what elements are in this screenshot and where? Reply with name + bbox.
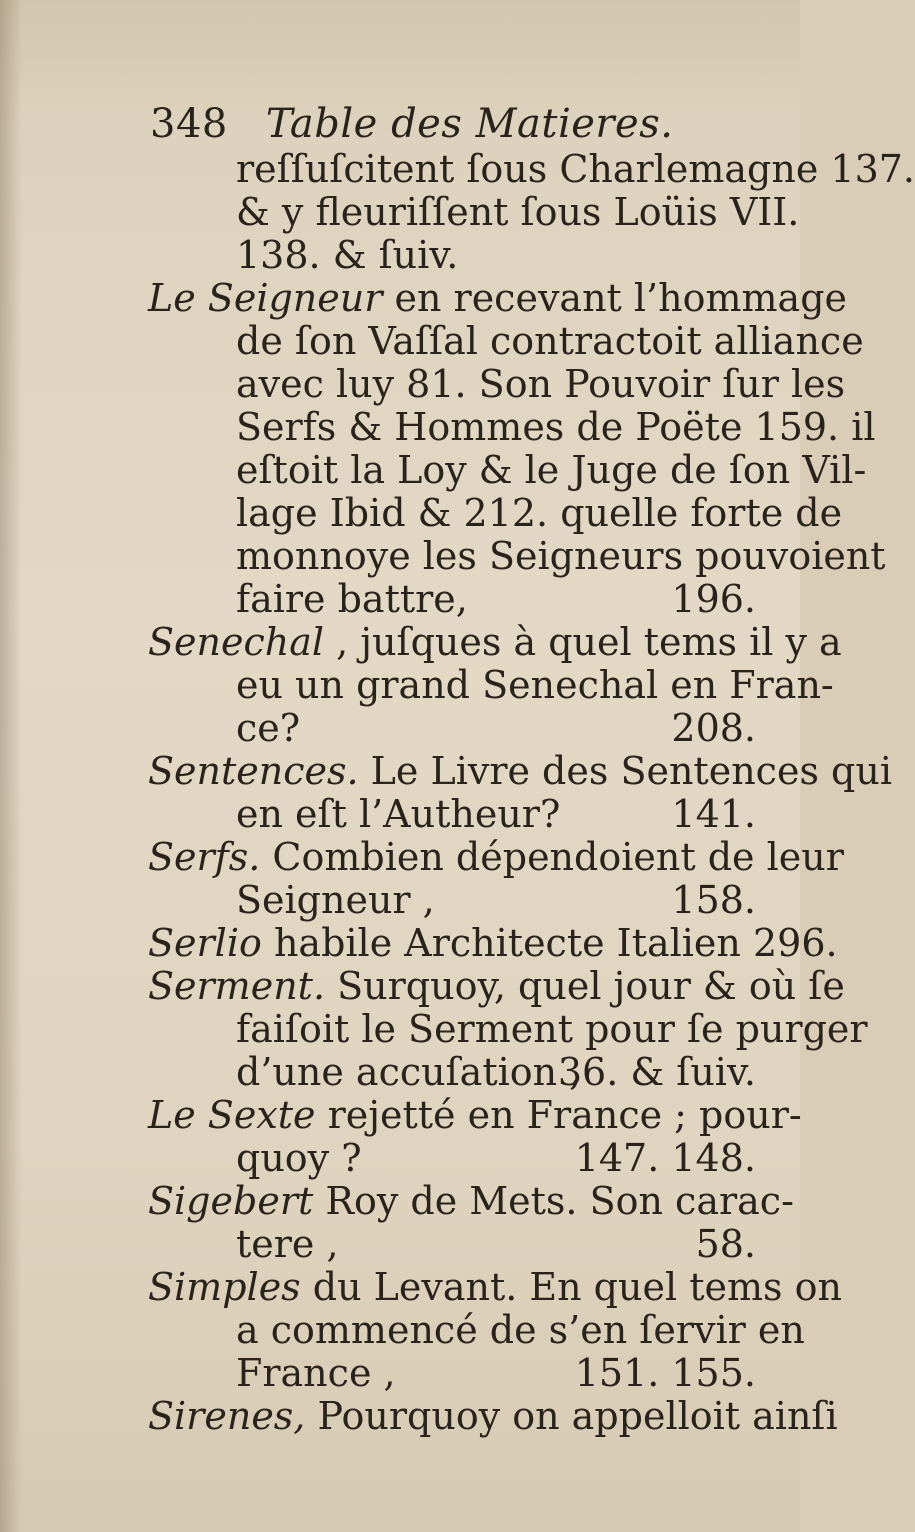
entry-text: rejetté en France ; pour- [315,1093,802,1137]
entry-text: France , [236,1351,396,1395]
index-line [190,1007,868,1051]
index-line [190,663,834,707]
entry-text: de ſon Vaſſal contractoit alliance [236,319,864,363]
entry-text: lage Ibid & 212. quelle forte de [236,491,843,535]
entry-text: eu un grand Senechal en Fran- [236,663,834,707]
entry-text: avec luy 81. Son Pouvoir ſur les [236,362,846,406]
entry-text: tere , [236,1222,339,1266]
entry-text: Surquoy, quel jour & où ſe [325,964,845,1008]
page-reference: 147. 148. [574,1136,756,1180]
entry-text: , juſques à quel tems il y a [324,620,842,664]
index-line [148,620,842,664]
entry-heading: Senechal [148,620,325,664]
entry-text: en eſt l’Autheur? [236,792,561,836]
entry-heading: Serlio [148,921,262,965]
page-edge-shadow [0,0,22,1532]
entry-heading: Serment. [148,964,326,1008]
page-reference: 151. 155. [574,1351,756,1395]
entry-text: d’une accuſation , [236,1050,582,1094]
entry-heading: Le Sexte [148,1093,316,1137]
index-line [190,190,800,234]
entry-text: eſtoit la Loy & le Juge de ſon Vil- [236,448,867,492]
index-line [190,234,790,277]
entry-heading: Sirenes, [148,1394,306,1438]
page-number: 348 [150,101,228,147]
index-line [148,964,845,1008]
index-line [148,749,892,793]
running-header [150,101,673,147]
entry-text: Serfs & Hommes de Poëte 159. il [236,405,876,449]
entry-text: 138. & ſuiv. [236,233,459,277]
index-line [190,879,790,922]
index-line [190,1137,790,1180]
entry-text: Seigneur , [236,878,435,922]
entry-text: monnoye les Seigneurs pouvoient [236,534,886,578]
page-reference: 208. [671,706,756,750]
index-line [190,1308,805,1352]
index-line [190,147,915,191]
index-line [148,1265,842,1309]
index-line [190,793,790,836]
index-line [190,578,790,621]
index-line [190,1051,790,1094]
index-line [190,319,864,363]
entry-text: faire battre, [236,577,468,621]
entry-text: du Levant. En quel tems on [300,1265,842,1309]
entry-text: ce? [236,706,301,750]
index-line [148,1179,794,1223]
page-reference: 141. [671,792,756,836]
entry-text: Roy de Mets. Son carac- [313,1179,794,1223]
index-line [190,448,867,492]
entry-text: faiſoit le Serment pour ſe purger [236,1007,868,1051]
entry-text: habile Architecte Italien 296. [261,921,838,965]
index-line [190,491,843,535]
entry-heading: Le Seigneur [148,276,383,320]
index-line [148,835,844,879]
entry-text: Le Livre des Sentences qui [358,749,892,793]
index-line [190,707,790,750]
index-line [148,1093,802,1137]
page-reference: 196. [671,577,756,621]
entry-heading: Sigebert [148,1179,314,1223]
entry-text: Pourquoy on appelloit ainſi [305,1394,838,1438]
index-line [190,405,876,449]
index-line [190,362,846,406]
page-reference: 158. [671,878,756,922]
index-line [190,1352,790,1395]
entry-text: reſſuſcitent ſous Charlemagne 137. [236,147,915,191]
entry-text: a commencé de s’en ſervir en [236,1308,805,1352]
entry-text: Combien dépendoient de leur [260,835,844,879]
running-title: Table des Matieres. [265,101,674,147]
page-reference: 58. [695,1222,756,1266]
entry-text: quoy ? [236,1136,362,1180]
index-text [148,147,915,1438]
index-line [148,921,838,965]
index-line [190,534,886,578]
entry-text: & y fleuriſſent ſous Loüis VII. [236,190,800,234]
entry-heading: Serfs. [148,835,261,879]
page-reference: 36. & ſuiv. [557,1050,756,1094]
index-line [148,276,848,320]
entry-heading: Simples [148,1265,301,1309]
index-line [190,1223,790,1266]
entry-text: en recevant l’hommage [382,276,848,320]
index-line [148,1394,838,1438]
entry-heading: Sentences. [148,749,359,793]
